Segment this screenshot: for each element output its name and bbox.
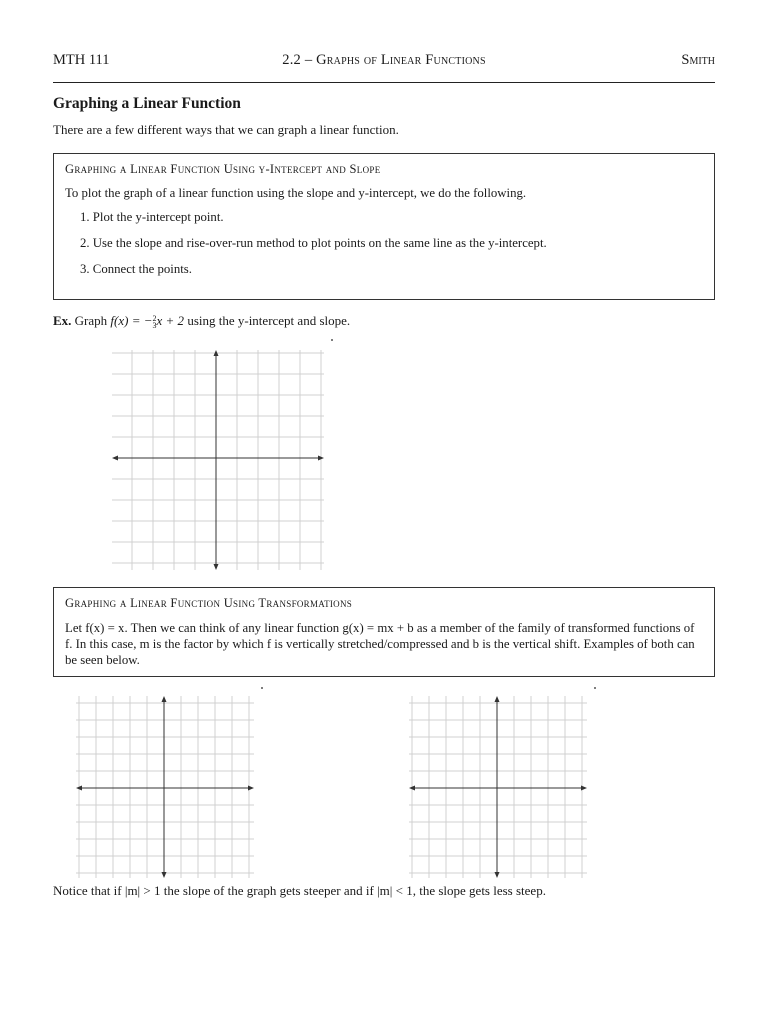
author-name: Smith: [681, 52, 715, 68]
steps-list: [80, 210, 547, 288]
example-label: Ex.: [53, 313, 72, 328]
y-axis-arrow-up: [162, 696, 167, 702]
intro-text: There are a few different ways that we can graph a linear function.: [53, 122, 399, 137]
page-title: 2.2 – Graphs of Linear Functions: [282, 52, 486, 68]
course-code: MTH 111: [53, 52, 110, 68]
fraction-numerator: 2: [152, 314, 157, 324]
y-axis-arrow-down: [162, 872, 167, 878]
y-axis-arrow-up: [495, 696, 500, 702]
definition-box-title: Graphing a Linear Function Using y-Intercept and Slope: [65, 162, 381, 176]
header-rule: [53, 82, 715, 83]
y-axis-arrow-down: [495, 872, 500, 878]
example-text-before: Graph: [74, 313, 108, 328]
x-axis-arrow-left: [112, 456, 118, 461]
x-axis-arrow-right: [581, 786, 587, 791]
section-title: Graphing a Linear Function: [53, 95, 241, 112]
definition-box-transformations: [53, 587, 715, 677]
x-axis-arrow-right: [248, 786, 254, 791]
list-item: 1. Plot the y-intercept point.: [80, 210, 224, 224]
stray-mark: [261, 687, 263, 689]
list-item: 3. Connect the points.: [80, 262, 192, 276]
definition-box-title: Graphing a Linear Function Using Transformations: [65, 596, 353, 610]
y-axis-arrow-down: [214, 564, 219, 570]
definition-box-slope: [53, 153, 715, 300]
coordinate-grid-example: [112, 350, 324, 570]
coordinate-grid-left: [76, 696, 254, 878]
list-item: 2. Use the slope and rise-over-run method to plot points on the same line as the y-intercept.: [80, 236, 547, 250]
notice-text: Notice that if |m| > 1 the slope of the graph gets steeper and if |m| < 1, the slope gets less steep.: [53, 883, 546, 898]
fraction-denominator: 3: [152, 321, 157, 331]
stray-mark: [331, 339, 333, 341]
page-header: [53, 52, 715, 74]
coordinate-grid-right: [409, 696, 587, 878]
example-text-after: using the y-intercept and slope.: [187, 313, 351, 328]
stray-mark: [594, 687, 596, 689]
example-function-tail: x + 2: [156, 313, 185, 328]
definition-box-text: Let f(x) = x. Then we can think of any linear function g(x) = mx + b as a member of the family of transformed functions of f. In this case, m is the factor by which f is vertically stretched/compressed and b is the vertical shift. Examples of both can be seen below.: [65, 621, 695, 667]
example-function: f(x) = −: [110, 313, 153, 328]
example-line: [53, 313, 350, 329]
definition-box-text: To plot the graph of a linear function using the slope and y-intercept, we do the following.: [65, 186, 527, 200]
